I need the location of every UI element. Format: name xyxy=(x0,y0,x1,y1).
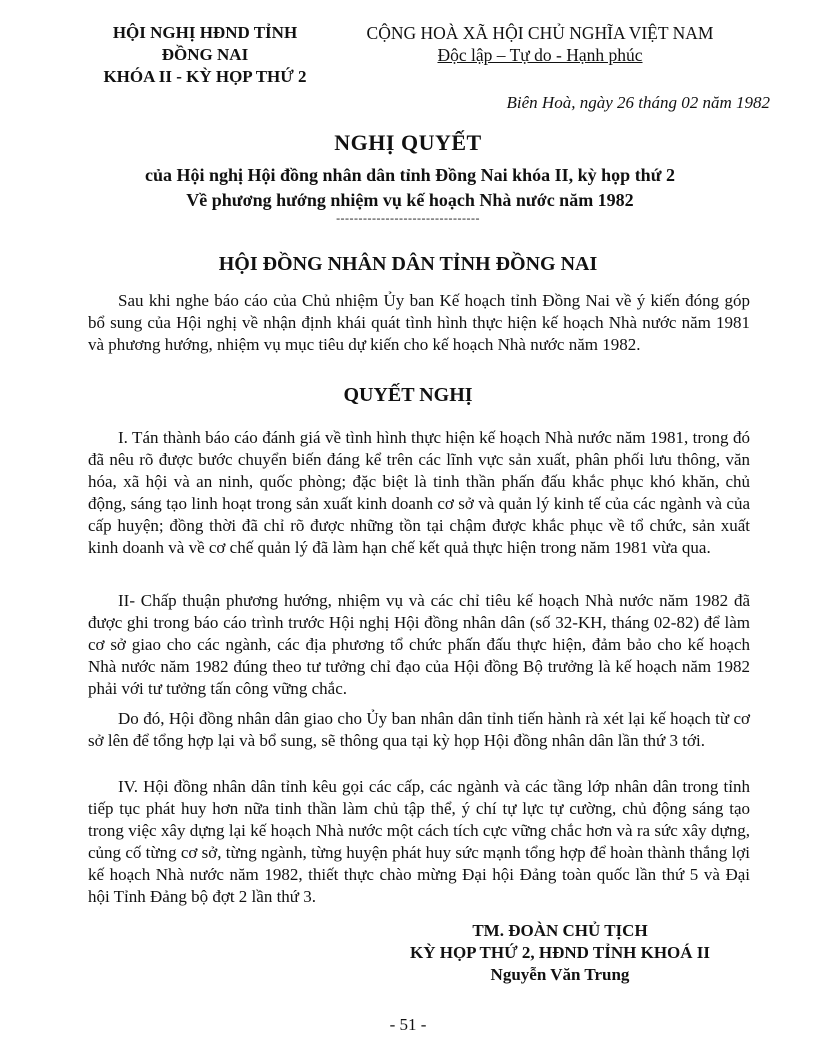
intro-paragraph: Sau khi nghe báo cáo của Chủ nhiệm Ủy ban Kế hoạch tỉnh Đồng Nai về ý kiến đóng góp bổ sung của Hội nghị về nhận định khái quát tình hình thực hiện kế hoạch Nhà nước năm 1981 và phương hướng, nhiệm vụ mục tiêu dự kiến cho kế hoạch Nhà nước năm 1982. xyxy=(88,291,750,354)
separator-line: -------------------------------- xyxy=(336,211,480,225)
national-header xyxy=(340,22,740,66)
document-title: NGHỊ QUYẾT xyxy=(334,130,482,155)
national-motto: Độc lập – Tự do - Hạnh phúc xyxy=(437,45,643,65)
resolve-heading: QUYẾT NGHỊ xyxy=(343,384,473,406)
subtitle-line-2: Về phương hướng nhiệm vụ kế hoạch Nhà nước năm 1982 xyxy=(186,190,634,210)
signature-line-2: KỲ HỌP THỨ 2, HĐND TỈNH KHOÁ II xyxy=(409,943,711,962)
paragraph-3: Do đó, Hội đồng nhân dân giao cho Ủy ban nhân dân tỉnh tiến hành rà xét lại kế hoạch từ cơ sở lên để tổng hợp lại và bổ sung, sẽ thông qua tại kỳ họp Hội đồng nhân dân lần thứ 3 tới. xyxy=(88,709,750,750)
place-date: Biên Hoà, ngày 26 tháng 02 năm 1982 xyxy=(506,93,770,112)
signer-name: Nguyễn Văn Trung xyxy=(490,965,630,984)
paragraph-4: IV. Hội đồng nhân dân tỉnh kêu gọi các cấp, các ngành và các tầng lớp nhân dân trong tỉnh tiếp tục phát huy hơn nữa tinh thần làm chủ tập thể, ý chí tự lực tự cường, chủ động sáng tạo trong việc xây dựng lại kế hoạch Nhà nước một cách tích cực vững chắc hơn và ra sức xây dựng, củng cố từng cơ sở, từng ngành, từng huyện phát huy sức mạnh tổng hợp để hoàn thành thắng lợi kế hoạch Nhà nước năm 1982, thiết thực chào mừng Đại hội Đảng toàn quốc lần thứ 5 và Đại hội Tỉnh Đảng bộ đợt 2 lần thứ 3. xyxy=(88,777,750,906)
signature-line-1: TM. ĐOÀN CHỦ TỊCH xyxy=(472,921,648,940)
page-number: - 51 - xyxy=(389,1015,427,1034)
issuer-line-1: HỘI NGHỊ HĐND TỈNH xyxy=(112,23,298,42)
council-heading: HỘI ĐỒNG NHÂN DÂN TỈNH ĐỒNG NAI xyxy=(218,253,598,275)
subtitle-line-1: của Hội nghị Hội đồng nhân dân tỉnh Đồng Nai khóa II, kỳ họp thứ 2 xyxy=(145,165,675,185)
issuer-line-2: ĐỒNG NAI xyxy=(161,45,249,64)
signature-block xyxy=(300,920,816,986)
document-subtitle xyxy=(60,163,760,213)
country-name: CỘNG HOÀ XÃ HỘI CHỦ NGHĨA VIỆT NAM xyxy=(366,23,714,43)
paragraph-2: II- Chấp thuận phương hướng, nhiệm vụ và các chỉ tiêu kế hoạch Nhà nước năm 1982 đã được ghi trong báo cáo trình trước Hội nghị Hội đồng nhân dân (số 32-KH, tháng 02-82) để làm cơ sở giao cho các ngành, các địa phương tổ chức phấn đấu thực hiện, đảm bảo cho kế hoạch Nhà nước năm 1982 đúng theo tư tưởng chỉ đạo của Hội đồng Bộ trưởng là kế hoạch năm 1982 phải với tư tưởng tấn công vững chắc. xyxy=(88,591,750,698)
issuer-line-3: KHÓA II - KỲ HỌP THỨ 2 xyxy=(103,67,307,86)
issuer-block xyxy=(70,22,340,88)
paragraph-1: I. Tán thành báo cáo đánh giá về tình hình thực hiện kế hoạch Nhà nước năm 1981, trong đó đã nêu rõ được bước chuyển biến đáng kể trên các lĩnh vực sản xuất, phân phối lưu thông, văn hóa, xã hội và an ninh, quốc phòng; đặc biệt là tinh thần phấn đấu khắc phục khó khăn, chủ động, sáng tạo linh hoạt trong sản xuất kinh doanh cơ sở và quản lý kinh tế của các ngành và của cấp huyện; đồng thời đã chỉ rõ được những tồn tại chậm được khắc phục về tổ chức, sản xuất kinh doanh và về cơ chế quản lý đã làm hạn chế kết quả thực hiện trong năm 1981 vừa qua. xyxy=(88,428,750,557)
